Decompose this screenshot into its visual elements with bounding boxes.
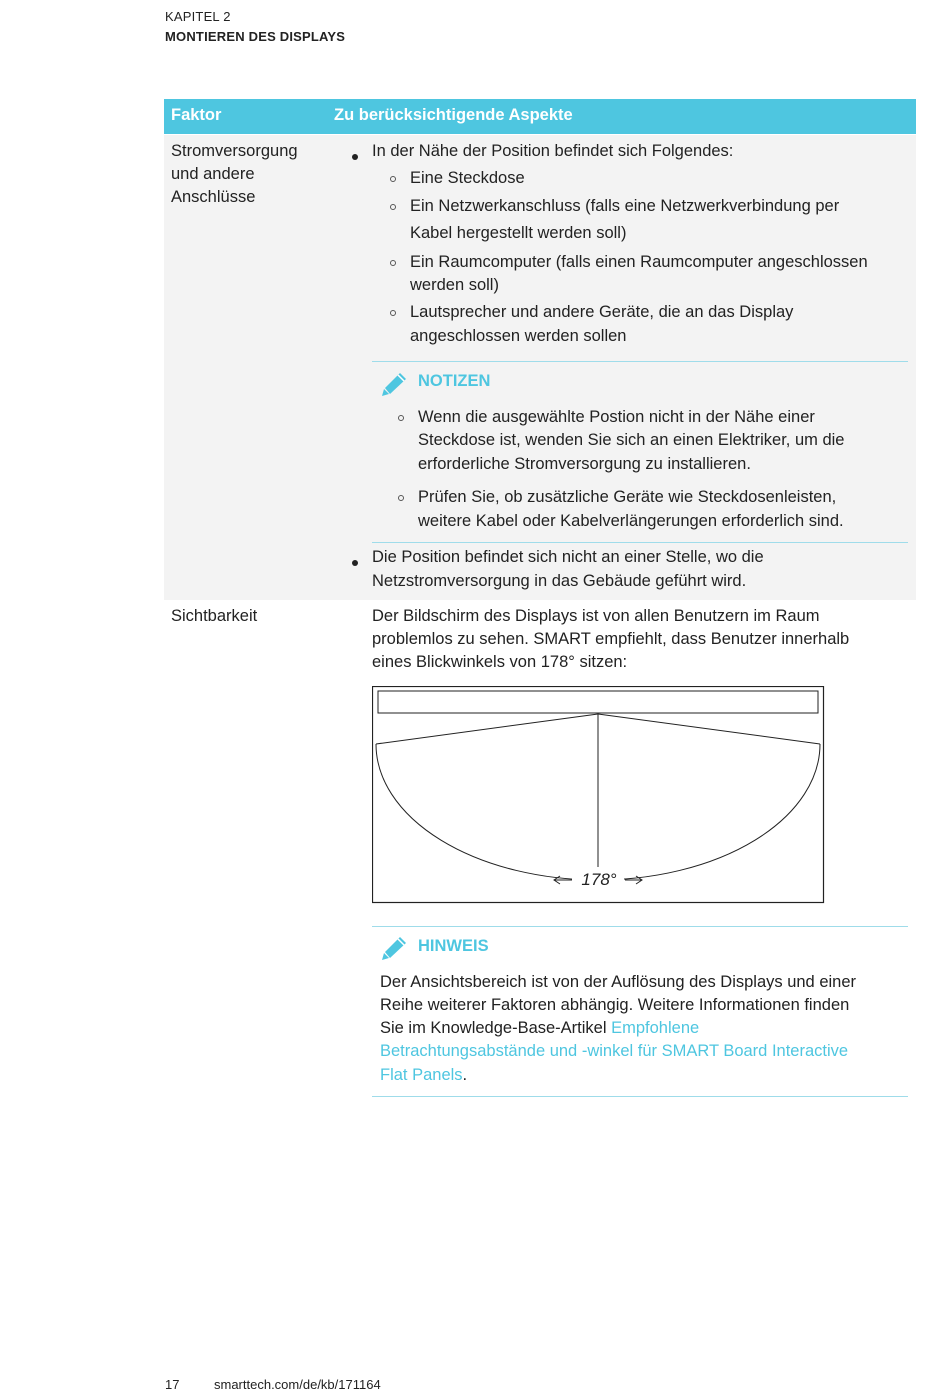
pencil-icon — [380, 934, 410, 962]
tip-text: Der Ansichtsbereich ist von der Auflösung des Displays und einer — [380, 973, 857, 991]
page-number: 17 — [165, 1377, 180, 1392]
note-title: NOTIZEN — [418, 372, 491, 390]
sub-bullet-icon — [390, 204, 396, 210]
viewing-angle-diagram — [372, 686, 825, 904]
footer-url[interactable]: smarttech.com/de/kb/171164 — [214, 1377, 381, 1392]
note-top-rule — [372, 361, 908, 362]
note-bottom-rule — [372, 542, 908, 543]
visibility-text: problemlos zu sehen. SMART empfiehlt, dass Benutzer innerhalb — [372, 630, 850, 648]
visibility-text: eines Blickwinkels von 178° sitzen: — [372, 653, 628, 671]
bullet-icon — [352, 560, 358, 566]
sub-item-text: angeschlossen werden sollen — [410, 327, 627, 345]
kb-article-link[interactable]: Betrachtungsabstände und -winkel für SMART Board Interactive — [380, 1042, 849, 1060]
tip-bottom-rule — [372, 1096, 908, 1097]
pencil-icon — [380, 370, 410, 398]
visibility-text: Der Bildschirm des Displays ist von allen Benutzern im Raum — [372, 607, 820, 625]
bullet-text: In der Nähe der Position befindet sich Folgendes: — [372, 142, 734, 160]
column-header-aspects: Zu berücksichtigende Aspekte — [334, 106, 573, 124]
sub-bullet-icon — [398, 495, 404, 501]
sub-item-text: Kabel hergestellt werden soll) — [410, 224, 627, 242]
angle-label: 178° — [581, 870, 617, 889]
chapter-label: KAPITEL 2 — [165, 9, 231, 24]
sub-item-text: Lautsprecher und andere Geräte, die an das Display — [410, 303, 794, 321]
table-header — [164, 99, 916, 134]
note-item-text: Wenn die ausgewählte Postion nicht in der Nähe einer — [418, 408, 815, 426]
factor-line: Stromversorgung — [171, 142, 298, 160]
display-outline — [378, 691, 818, 713]
tip-text-fragment: . — [462, 1066, 468, 1084]
sub-bullet-icon — [390, 260, 396, 266]
tip-text: Reihe weiterer Faktoren abhängig. Weitere Informationen finden — [380, 996, 850, 1014]
tip-title: HINWEIS — [418, 937, 489, 955]
sub-bullet-icon — [398, 415, 404, 421]
sub-item-text: Eine Steckdose — [410, 169, 525, 187]
factor-line: Sichtbarkeit — [171, 607, 258, 625]
column-header-factor: Faktor — [171, 106, 222, 124]
chapter-title: MONTIEREN DES DISPLAYS — [165, 29, 346, 44]
sub-item-text: Ein Raumcomputer (falls einen Raumcomputer angeschlossen — [410, 253, 868, 271]
tip-text — [380, 1017, 699, 1041]
note-item-text: Prüfen Sie, ob zusätzliche Geräte wie Steckdosenleisten, — [418, 488, 837, 506]
tip-text — [380, 1064, 467, 1088]
tip-text-fragment: Sie im Knowledge-Base-Artikel — [380, 1019, 612, 1037]
kb-article-link[interactable]: Empfohlene — [611, 1019, 700, 1037]
bullet-text: Netzstromversorgung in das Gebäude geführt wird. — [372, 572, 747, 590]
sub-bullet-icon — [390, 310, 396, 316]
factor-line: Anschlüsse — [171, 188, 256, 206]
note-item-text: weitere Kabel oder Kabelverlängerungen erforderlich sind. — [418, 512, 844, 530]
sub-item-text: Ein Netzwerkanschluss (falls eine Netzwerkverbindung per — [410, 197, 840, 215]
kb-article-link[interactable]: Flat Panels — [380, 1066, 463, 1084]
bullet-icon — [352, 154, 358, 160]
note-item-text: erforderliche Stromversorgung zu installieren. — [418, 455, 751, 473]
bullet-text: Die Position befindet sich nicht an einer Stelle, wo die — [372, 548, 764, 566]
factor-line: und andere — [171, 165, 255, 183]
note-item-text: Steckdose ist, wenden Sie sich an einen Elektriker, um die — [418, 431, 845, 449]
tip-top-rule — [372, 926, 908, 927]
sub-bullet-icon — [390, 176, 396, 182]
sub-item-text: werden soll) — [410, 276, 499, 294]
